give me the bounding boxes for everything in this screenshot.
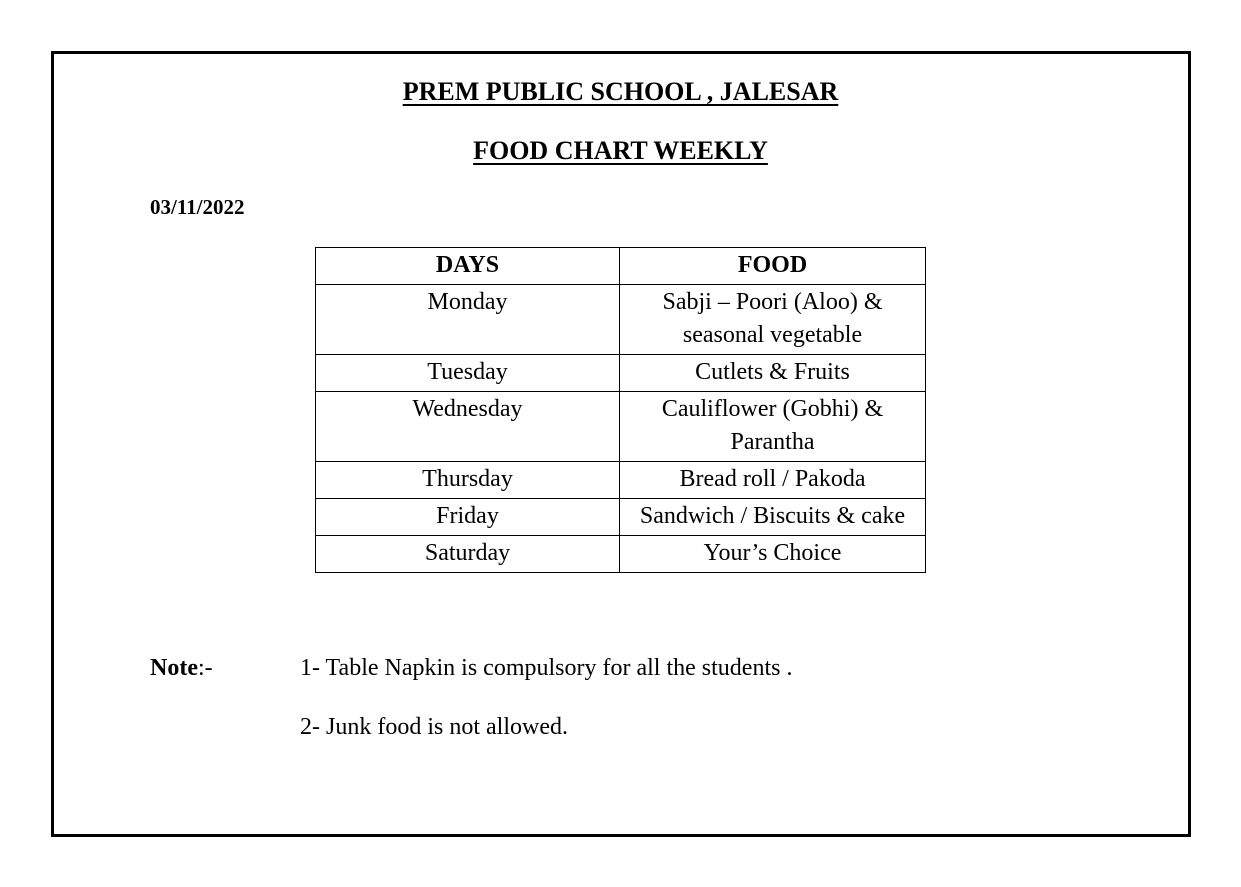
chart-title: [0, 135, 1241, 167]
note-label: [150, 652, 213, 684]
table-row: [316, 462, 926, 499]
note-label-suffix: :-: [197, 655, 213, 681]
day-cell-monday: Monday: [316, 285, 620, 355]
table-row: [316, 355, 926, 392]
table-row: [316, 285, 926, 355]
food-chart-table: [315, 247, 926, 573]
school-name: [0, 76, 1241, 108]
days-column-header: DAYS: [316, 248, 620, 285]
food-cell-thursday: Bread roll / Pakoda: [620, 462, 926, 499]
day-cell-wednesday: Wednesday: [316, 392, 620, 462]
note-item: 1- Table Napkin is compulsory for all the students .: [300, 655, 793, 681]
note-item: 2- Junk food is not allowed.: [300, 714, 568, 740]
day-cell-friday: Friday: [316, 499, 620, 536]
table-row: [316, 392, 926, 462]
document-date: 03/11/2022: [150, 195, 245, 219]
food-cell-saturday: Your’s Choice: [620, 536, 926, 573]
table-row: [316, 499, 926, 536]
school-name-text: PREM PUBLIC SCHOOL , JALESAR: [402, 77, 839, 106]
food-cell-monday: Sabji – Poori (Aloo) & seasonal vegetable: [620, 285, 926, 355]
day-cell-tuesday: Tuesday: [316, 355, 620, 392]
food-cell-tuesday: Cutlets & Fruits: [620, 355, 926, 392]
food-cell-wednesday: Cauliflower (Gobhi) & Parantha: [620, 392, 926, 462]
table-row: [316, 536, 926, 573]
table-header-row: [316, 248, 926, 285]
day-cell-saturday: Saturday: [316, 536, 620, 573]
food-column-header: FOOD: [620, 248, 926, 285]
chart-title-text: FOOD CHART WEEKLY: [473, 136, 768, 165]
day-cell-thursday: Thursday: [316, 462, 620, 499]
note-label-text: Note: [150, 655, 198, 681]
food-cell-friday: Sandwich / Biscuits & cake: [620, 499, 926, 536]
